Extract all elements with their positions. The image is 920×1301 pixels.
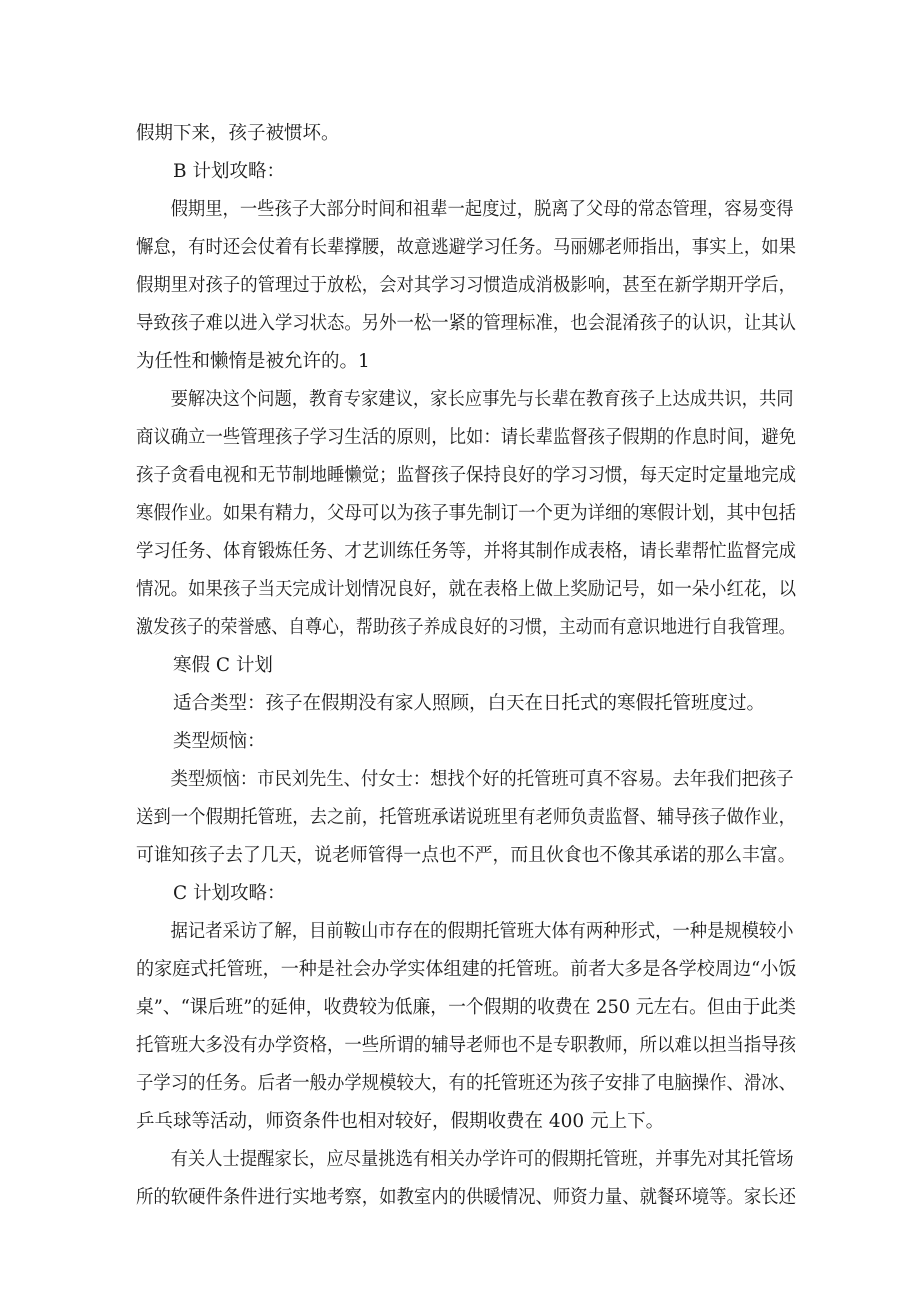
text-line: 假期里对孩子的管理过于放松，会对其学习习惯造成消极影响，甚至在新学期开学后，: [136, 275, 796, 296]
text-line: 的家庭式托管班，一种是社会办学实体组建的托管班。前者大多是各学校周边“小饭: [136, 959, 797, 980]
text-line: 据记者采访了解，目前鞍山市存在的假期托管班大体有两种形式，一种是规模较小: [170, 921, 794, 942]
text-line: 要解决这个问题，教育专家建议，家长应事先与长辈在教育孩子上达成共识，共同: [170, 389, 794, 410]
text-line: 为任性和懒惰是被允许的。1: [136, 351, 370, 372]
text-line: 适合类型：孩子在假期没有家人照顾，白天在日托式的寒假托管班度过。: [173, 693, 766, 714]
section-heading: B 计划攻略：: [173, 161, 285, 182]
text-line: 子学习的任务。后者一般办学规模较大，有的托管班还为孩子安排了电脑操作、滑冰、: [136, 1073, 796, 1094]
text-line: 桌”、“课后班”的延伸，收费较为低廉，一个假期的收费在 250 元左右。但由于此类: [136, 997, 796, 1018]
text-line: 商议确立一些管理孩子学习生活的原则，比如：请长辈监督孩子假期的作息时间，避免: [136, 427, 796, 448]
section-heading: 类型烦恼：: [173, 731, 266, 752]
section-heading: C 计划攻略：: [173, 883, 286, 904]
text-line: 孩子贪看电视和无节制地睡懒觉；监督孩子保持良好的学习习惯，每天定时定量地完成: [136, 465, 796, 486]
text-line: 类型烦恼：市民刘先生、付女士：想找个好的托管班可真不容易。去年我们把孩子: [170, 769, 794, 790]
section-heading: 寒假 C 计划: [173, 655, 273, 676]
text-line: 可谁知孩子去了几天，说老师管得一点也不严，而且伙食也不像其承诺的那么丰富。: [136, 845, 796, 866]
text-line: 假期里，一些孩子大部分时间和祖辈一起度过，脱离了父母的常态管理，容易变得: [170, 199, 794, 220]
text-line: 导致孩子难以进入学习状态。另外一松一紧的管理标准，也会混淆孩子的认识，让其认: [136, 313, 796, 334]
text-line: 乒乓球等活动，师资条件也相对较好，假期收费在 400 元上下。: [136, 1111, 665, 1132]
text-line: 有关人士提醒家长，应尽量挑选有相关办学许可的假期托管班，并事先对其托管场: [170, 1149, 794, 1170]
text-line: 情况。如果孩子当天完成计划情况良好，就在表格上做上奖励记号，如一朵小红花，以: [136, 579, 796, 600]
text-line: 激发孩子的荣誉感、自尊心，帮助孩子养成良好的习惯，主动而有意识地进行自我管理。: [136, 617, 796, 638]
text-line: 托管班大多没有办学资格，一些所谓的辅导老师也不是专职教师，所以难以担当指导孩: [136, 1035, 796, 1056]
text-line: 懈怠，有时还会仗着有长辈撑腰，故意逃避学习任务。马丽娜老师指出，事实上，如果: [136, 237, 796, 258]
text-line: 假期下来，孩子被惯坏。: [136, 123, 340, 144]
text-line: 送到一个假期托管班，去之前，托管班承诺说班里有老师负责监督、辅导孩子做作业，: [136, 807, 796, 828]
text-line: 学习任务、体育锻炼任务、才艺训练任务等，并将其制作成表格，请长辈帮忙监督完成: [136, 541, 796, 562]
text-line: 所的软硬件条件进行实地考察，如教室内的供暖情况、师资力量、就餐环境等。家长还: [136, 1187, 796, 1208]
text-line: 寒假作业。如果有精力，父母可以为孩子事先制订一个更为详细的寒假计划，其中包括: [136, 503, 796, 524]
